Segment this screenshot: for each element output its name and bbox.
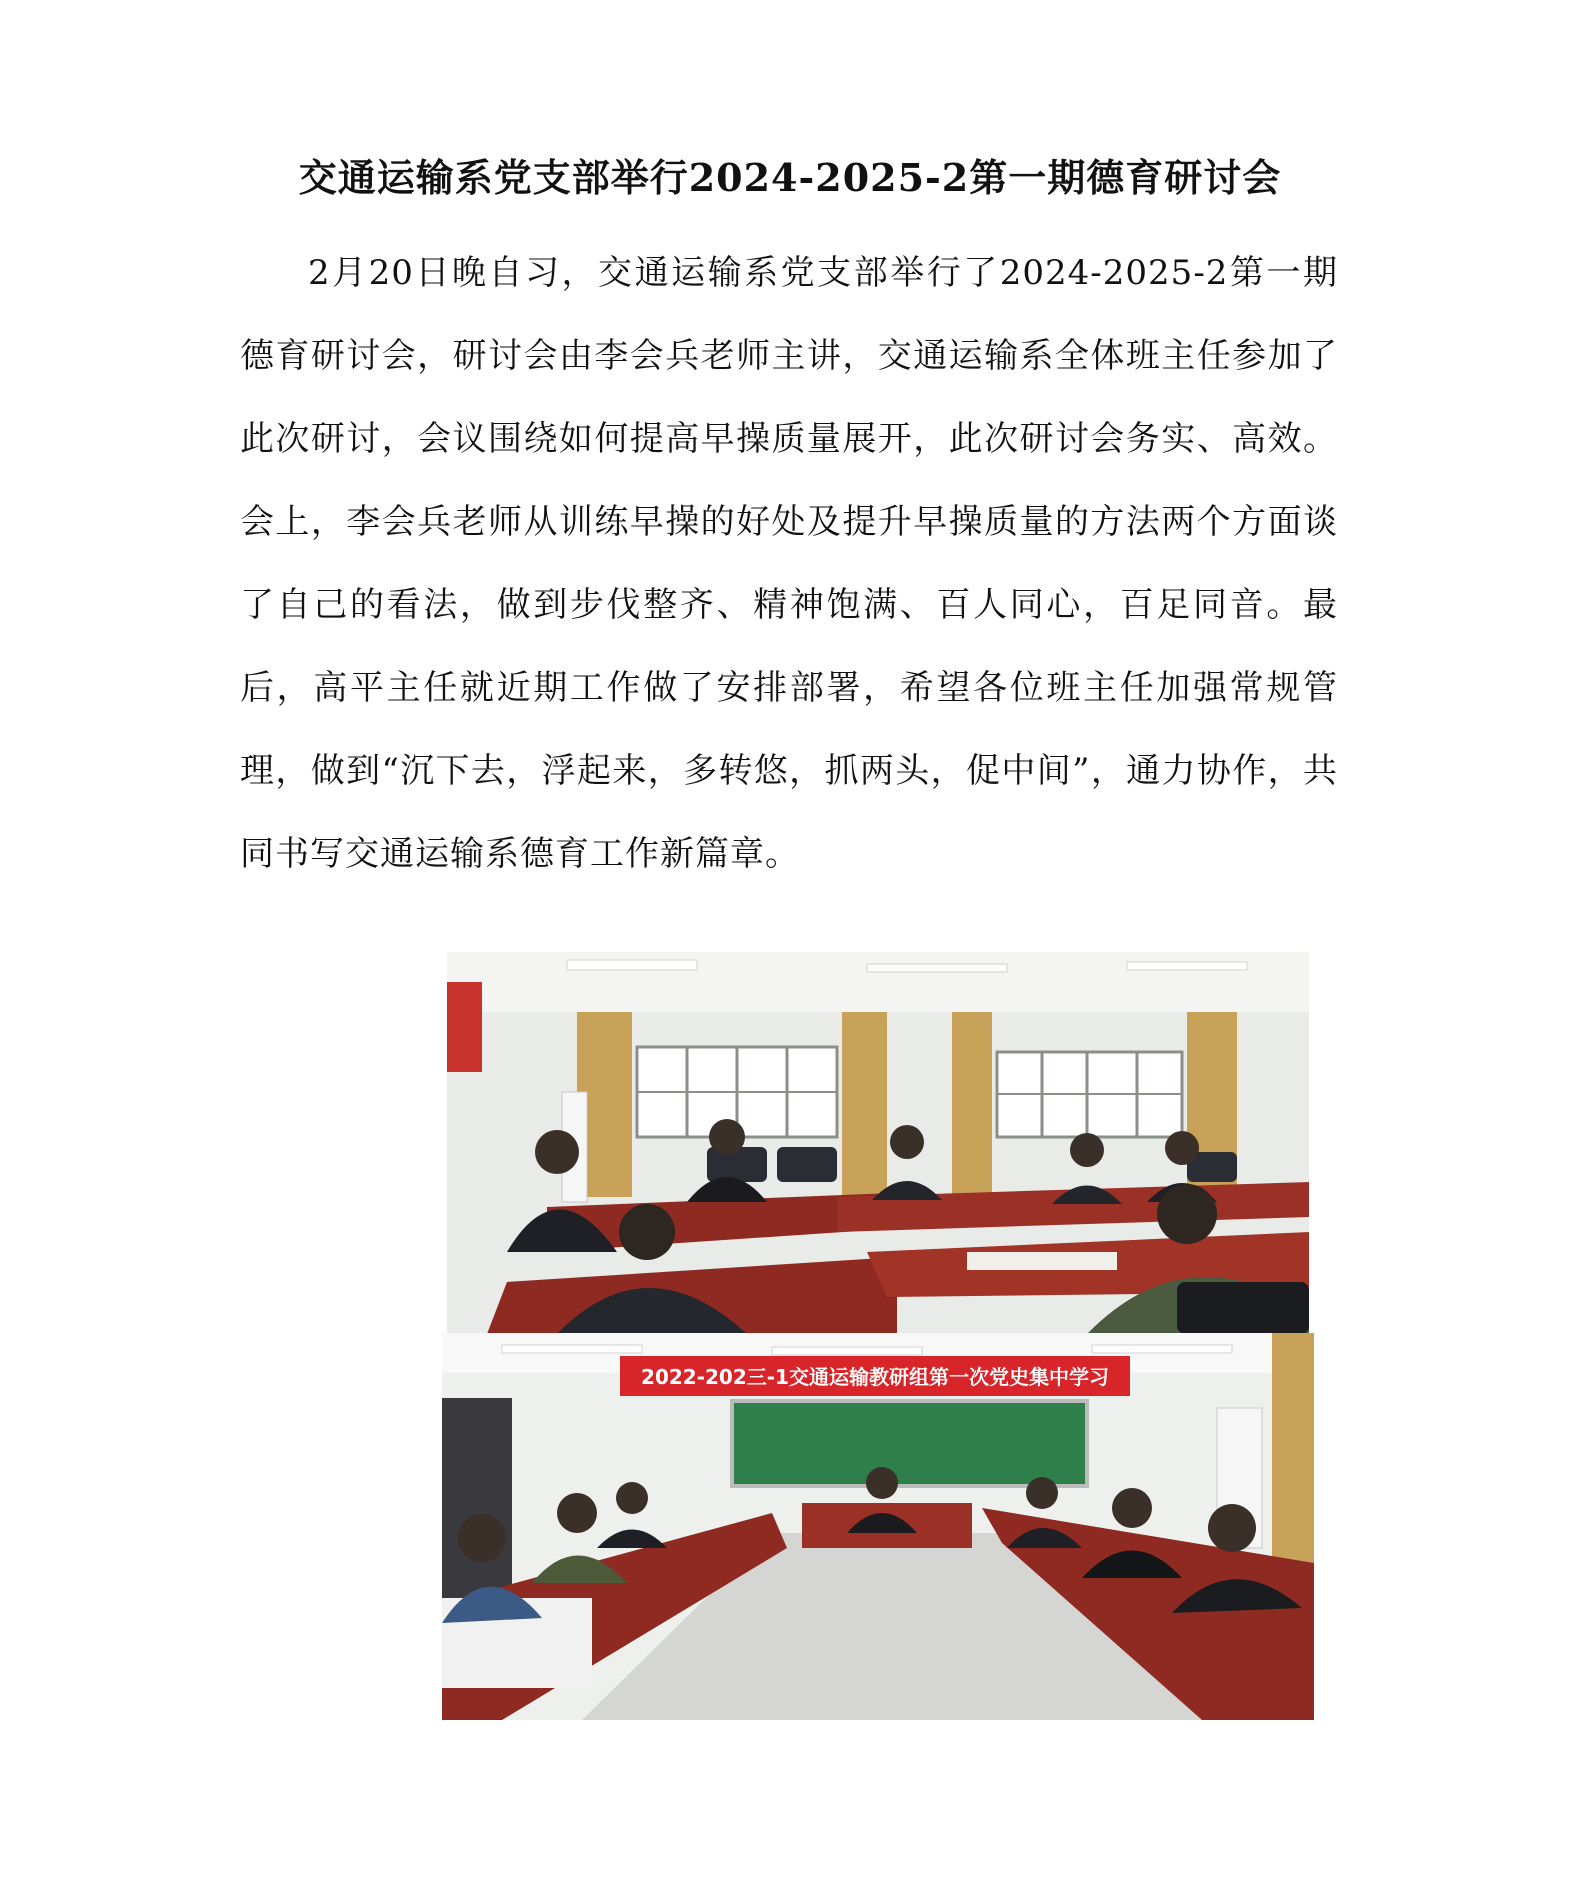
- document-title: 交通运输系党支部举行2024-2025-2第一期德育研讨会: [298, 155, 1282, 200]
- photo-banner-text: 2022-202三-1交通运输教研组第一次党史集中学习: [641, 1365, 1109, 1389]
- document-body-paragraph: 2月20日晚自习，交通运输系党支部举行了2024-2025-2第一期德育研讨会，研讨会由李会兵老师主讲，交通运输系全体班主任参加了此次研讨，会议围绕如何提高早操质量展开，此次研讨会务实、高效。会上，李会兵老师从训练早操的好处及提升早操质量的方法两个方面谈了自己的看法，做到步伐整齐、精神饱满、百人同心，百足同音。最后，高平主任就近期工作做了安排部署，希望各位班主任加强常规管理，做到“沉下去，浮起来，多转悠，抓两头，促中间”，通力协作，共同书写交通运输系德育工作新篇章。: [240, 253, 1338, 874]
- meeting-photo-1: [447, 952, 1309, 1334]
- meeting-photo-2: [442, 1333, 1314, 1720]
